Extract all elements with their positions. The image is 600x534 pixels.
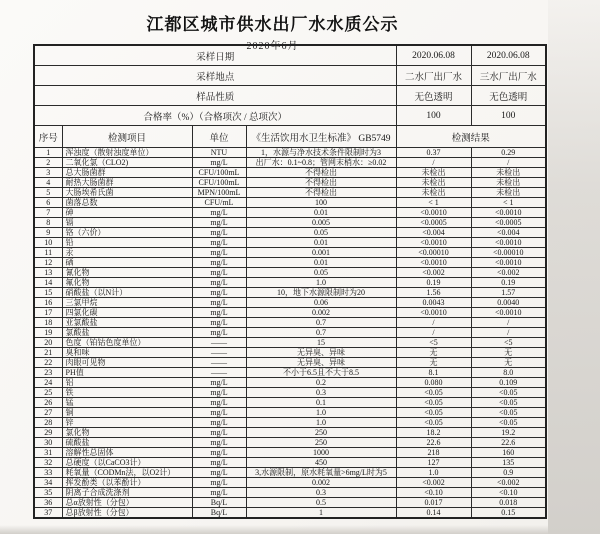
cell-standard: 15: [246, 338, 396, 348]
info-value-plant3: 2020.06.08: [471, 45, 546, 66]
table-row: [34, 148, 546, 158]
cell-result-plant2: <0.00010: [396, 248, 471, 258]
cell-unit: NTU: [192, 148, 246, 158]
cell-standard: 出厂水：0.1~0.8；管网末梢水：≥0.02: [246, 158, 396, 168]
cell-result-plant3: 8.0: [471, 368, 546, 378]
cell-result-plant3: 未检出: [471, 188, 546, 198]
cell-unit: mg/L: [192, 328, 246, 338]
cell-unit: mg/L: [192, 248, 246, 258]
cell-result-plant3: 0.0040: [471, 298, 546, 308]
cell-index: 10: [34, 238, 62, 248]
table-row: [34, 508, 546, 519]
cell-result-plant2: 0.080: [396, 378, 471, 388]
table-row: [34, 498, 546, 508]
cell-standard: 100: [246, 198, 396, 208]
table-row: [34, 388, 546, 398]
cell-item: 铝: [62, 378, 192, 388]
cell-unit: Bq/L: [192, 498, 246, 508]
table-row: [34, 418, 546, 428]
cell-item: 氟化物: [62, 278, 192, 288]
cell-standard: 0.06: [246, 298, 396, 308]
cell-item: 镉: [62, 218, 192, 228]
cell-result-plant3: <0.10: [471, 488, 546, 498]
table-row: [34, 348, 546, 358]
cell-result-plant3: <0.0005: [471, 218, 546, 228]
cell-unit: mg/L: [192, 208, 246, 218]
cell-standard: 0.01: [246, 258, 396, 268]
cell-result-plant2: /: [396, 158, 471, 168]
cell-result-plant2: <0.05: [396, 398, 471, 408]
cell-standard: 250: [246, 438, 396, 448]
cell-result-plant3: /: [471, 318, 546, 328]
cell-index: 27: [34, 408, 62, 418]
cell-item: 阴离子合成洗涤剂: [62, 488, 192, 498]
cell-unit: mg/L: [192, 268, 246, 278]
cell-result-plant3: 0.109: [471, 378, 546, 388]
cell-standard: 0.2: [246, 378, 396, 388]
cell-index: 5: [34, 188, 62, 198]
cell-item: 铜: [62, 408, 192, 418]
cell-index: 11: [34, 248, 62, 258]
cell-standard: 0.3: [246, 388, 396, 398]
cell-item: 氰化物: [62, 268, 192, 278]
cell-index: 7: [34, 208, 62, 218]
cell-index: 6: [34, 198, 62, 208]
table-row: [34, 238, 546, 248]
cell-result-plant3: <0.0010: [471, 258, 546, 268]
table-row: [34, 328, 546, 338]
cell-item: 总α放射性（分包）: [62, 498, 192, 508]
cell-unit: mg/L: [192, 228, 246, 238]
cell-item: 四氯化碳: [62, 308, 192, 318]
cell-index: 20: [34, 338, 62, 348]
cell-index: 18: [34, 318, 62, 328]
table-row: [34, 298, 546, 308]
cell-item: 氯酸盐: [62, 328, 192, 338]
cell-unit: MPN/100mL: [192, 188, 246, 198]
cell-item: 菌落总数: [62, 198, 192, 208]
cell-result-plant3: 1.57: [471, 288, 546, 298]
info-value-plant2: 二水厂出厂水: [396, 66, 471, 86]
cell-result-plant3: < 1: [471, 198, 546, 208]
cell-result-plant2: <0.0010: [396, 208, 471, 218]
cell-item: 耗氧量（CODMn法，以O2计）: [62, 468, 192, 478]
cell-item: 铬（六价）: [62, 228, 192, 238]
cell-index: 4: [34, 178, 62, 188]
cell-result-plant3: <0.0010: [471, 208, 546, 218]
cell-unit: mg/L: [192, 288, 246, 298]
cell-standard: 10，地下水源限制时为20: [246, 288, 396, 298]
scan-margin-right: [548, 0, 600, 534]
table-row: [34, 158, 546, 168]
cell-result-plant3: <0.004: [471, 228, 546, 238]
info-value-plant3: 无色透明: [471, 86, 546, 106]
cell-index: 32: [34, 458, 62, 468]
cell-item: PH值: [62, 368, 192, 378]
cell-index: 36: [34, 498, 62, 508]
cell-result-plant2: 0.017: [396, 498, 471, 508]
cell-item: 耐热大肠菌群: [62, 178, 192, 188]
cell-item: 铅: [62, 238, 192, 248]
table-row: [34, 198, 546, 208]
cell-standard: 0.05: [246, 268, 396, 278]
cell-standard: 0.002: [246, 478, 396, 488]
table-row: [34, 168, 546, 178]
cell-result-plant2: 127: [396, 458, 471, 468]
table-row: [34, 458, 546, 468]
cell-result-plant3: <0.002: [471, 478, 546, 488]
info-value-plant3: 100: [471, 106, 546, 126]
cell-item: 亚氯酸盐: [62, 318, 192, 328]
col-header-unit: 单位: [192, 126, 246, 148]
table-row: [34, 378, 546, 388]
cell-result-plant2: <5: [396, 338, 471, 348]
table-row: [34, 448, 546, 458]
cell-unit: mg/L: [192, 218, 246, 228]
cell-standard: 无异臭、异味: [246, 348, 396, 358]
cell-result-plant3: 无: [471, 358, 546, 368]
cell-result-plant3: 160: [471, 448, 546, 458]
cell-unit: mg/L: [192, 398, 246, 408]
cell-index: 25: [34, 388, 62, 398]
cell-index: 9: [34, 228, 62, 238]
cell-standard: 1.0: [246, 408, 396, 418]
cell-result-plant2: 0.37: [396, 148, 471, 158]
cell-unit: mg/L: [192, 478, 246, 488]
cell-index: 30: [34, 438, 62, 448]
info-label: 合格率（%）（合格项次 / 总项次）: [34, 106, 396, 126]
cell-index: 15: [34, 288, 62, 298]
cell-result-plant2: <0.0005: [396, 218, 471, 228]
col-header-standard: 《生活饮用水卫生标准》 GB5749: [246, 126, 396, 148]
cell-result-plant3: 22.6: [471, 438, 546, 448]
table-row: [34, 398, 546, 408]
cell-result-plant2: 18.2: [396, 428, 471, 438]
cell-item: 浑浊度（散射浊度单位）: [62, 148, 192, 158]
cell-index: 34: [34, 478, 62, 488]
cell-index: 19: [34, 328, 62, 338]
cell-item: 总硬度（以CaCO3计）: [62, 458, 192, 468]
cell-index: 23: [34, 368, 62, 378]
info-label: 样品性质: [34, 86, 396, 106]
cell-item: 总大肠菌群: [62, 168, 192, 178]
cell-result-plant2: <0.002: [396, 478, 471, 488]
cell-result-plant3: 0.018: [471, 498, 546, 508]
cell-result-plant2: 0.14: [396, 508, 471, 519]
cell-standard: 0.005: [246, 218, 396, 228]
cell-result-plant3: 19.2: [471, 428, 546, 438]
table-row: [34, 438, 546, 448]
cell-result-plant2: 0.0043: [396, 298, 471, 308]
cell-standard: 0.7: [246, 328, 396, 338]
cell-item: 色度（铂钴色度单位）: [62, 338, 192, 348]
cell-index: 8: [34, 218, 62, 228]
cell-index: 28: [34, 418, 62, 428]
cell-item: 臭和味: [62, 348, 192, 358]
cell-standard: 0.5: [246, 498, 396, 508]
cell-item: 砷: [62, 208, 192, 218]
cell-item: 肉眼可见物: [62, 358, 192, 368]
cell-result-plant3: <5: [471, 338, 546, 348]
cell-result-plant2: 8.1: [396, 368, 471, 378]
info-label: 采样日期: [34, 45, 396, 66]
cell-item: 总β放射性（分包）: [62, 508, 192, 519]
col-header-item: 检测项目: [62, 126, 192, 148]
cell-result-plant3: 0.29: [471, 148, 546, 158]
cell-result-plant3: <0.05: [471, 408, 546, 418]
cell-result-plant3: <0.05: [471, 388, 546, 398]
cell-standard: 1，水源与净水技术条件限制时为3: [246, 148, 396, 158]
cell-item: 氯化物: [62, 428, 192, 438]
table-row: [34, 178, 546, 188]
cell-unit: mg/L: [192, 458, 246, 468]
cell-result-plant2: <0.004: [396, 228, 471, 238]
cell-item: 二氧化氯（CLO2): [62, 158, 192, 168]
table-row: [34, 478, 546, 488]
cell-result-plant2: 0.19: [396, 278, 471, 288]
page-title: 江都区城市供水出厂水水质公示: [146, 15, 399, 34]
cell-unit: ——: [192, 348, 246, 358]
cell-result-plant2: 未检出: [396, 168, 471, 178]
cell-unit: ——: [192, 338, 246, 348]
cell-unit: CFU/100mL: [192, 168, 246, 178]
cell-result-plant3: 0.19: [471, 278, 546, 288]
cell-item: 挥发酚类（以苯酚计）: [62, 478, 192, 488]
cell-index: 35: [34, 488, 62, 498]
cell-result-plant2: 无: [396, 358, 471, 368]
table-row: [34, 428, 546, 438]
info-row: [34, 45, 546, 66]
cell-unit: mg/L: [192, 298, 246, 308]
table-row: [34, 358, 546, 368]
cell-item: 锌: [62, 418, 192, 428]
cell-index: 3: [34, 168, 62, 178]
cell-result-plant2: 22.6: [396, 438, 471, 448]
cell-index: 17: [34, 308, 62, 318]
cell-result-plant2: /: [396, 328, 471, 338]
cell-result-plant2: 未检出: [396, 188, 471, 198]
water-quality-table: [33, 44, 547, 519]
cell-standard: 450: [246, 458, 396, 468]
cell-result-plant2: <0.05: [396, 418, 471, 428]
cell-result-plant2: <0.002: [396, 268, 471, 278]
cell-result-plant3: 未检出: [471, 168, 546, 178]
table-row: [34, 188, 546, 198]
cell-unit: mg/L: [192, 428, 246, 438]
cell-index: 1: [34, 148, 62, 158]
cell-unit: mg/L: [192, 258, 246, 268]
column-header-section: [34, 126, 546, 148]
measurement-rows-section: [34, 148, 546, 519]
cell-standard: 1.0: [246, 418, 396, 428]
cell-result-plant3: 0.9: [471, 468, 546, 478]
cell-item: 铁: [62, 388, 192, 398]
cell-result-plant2: <0.0010: [396, 308, 471, 318]
page-subtitle: 2020年6月: [246, 41, 299, 52]
cell-standard: 0.3: [246, 488, 396, 498]
cell-index: 31: [34, 448, 62, 458]
table-row: [34, 368, 546, 378]
cell-standard: 0.7: [246, 318, 396, 328]
cell-item: 三氯甲烷: [62, 298, 192, 308]
cell-unit: mg/L: [192, 448, 246, 458]
table-row: [34, 248, 546, 258]
info-value-plant3: 三水厂出厂水: [471, 66, 546, 86]
cell-result-plant3: 135: [471, 458, 546, 468]
cell-result-plant2: < 1: [396, 198, 471, 208]
cell-unit: CFU/100mL: [192, 178, 246, 188]
table-row: [34, 318, 546, 328]
info-value-plant2: 100: [396, 106, 471, 126]
cell-result-plant3: 无: [471, 348, 546, 358]
cell-standard: 3,水源限制，原水耗氧量>6mg/L时为5: [246, 468, 396, 478]
cell-index: 14: [34, 278, 62, 288]
cell-result-plant2: 1.56: [396, 288, 471, 298]
cell-result-plant3: /: [471, 328, 546, 338]
cell-result-plant3: <0.0010: [471, 238, 546, 248]
cell-index: 26: [34, 398, 62, 408]
cell-standard: 不得检出: [246, 188, 396, 198]
info-row: [34, 106, 546, 126]
cell-standard: 250: [246, 428, 396, 438]
cell-result-plant3: 0.15: [471, 508, 546, 519]
cell-standard: 不得检出: [246, 168, 396, 178]
info-value-plant2: 无色透明: [396, 86, 471, 106]
table-row: [34, 288, 546, 298]
cell-item: 溶解性总固体: [62, 448, 192, 458]
table-row: [34, 408, 546, 418]
cell-standard: 0.01: [246, 238, 396, 248]
cell-item: 硝酸盐（以N计）: [62, 288, 192, 298]
cell-result-plant2: 无: [396, 348, 471, 358]
cell-standard: 不小于6.5且不大于8.5: [246, 368, 396, 378]
cell-item: 硫酸盐: [62, 438, 192, 448]
scan-margin-bottom: [0, 525, 600, 534]
info-row: [34, 86, 546, 106]
cell-result-plant3: <0.0010: [471, 308, 546, 318]
cell-unit: mg/L: [192, 378, 246, 388]
cell-unit: mg/L: [192, 158, 246, 168]
cell-item: 锰: [62, 398, 192, 408]
cell-index: 16: [34, 298, 62, 308]
info-row: [34, 66, 546, 86]
cell-unit: mg/L: [192, 488, 246, 498]
cell-index: 37: [34, 508, 62, 519]
cell-result-plant2: 未检出: [396, 178, 471, 188]
cell-standard: 0.002: [246, 308, 396, 318]
cell-standard: 0.1: [246, 398, 396, 408]
cell-unit: CFU/mL: [192, 198, 246, 208]
cell-index: 21: [34, 348, 62, 358]
cell-item: 大肠埃希氏菌: [62, 188, 192, 198]
cell-index: 22: [34, 358, 62, 368]
cell-result-plant2: <0.05: [396, 408, 471, 418]
cell-result-plant2: <0.10: [396, 488, 471, 498]
cell-unit: mg/L: [192, 308, 246, 318]
cell-standard: 1000: [246, 448, 396, 458]
cell-result-plant3: /: [471, 158, 546, 168]
cell-result-plant2: <0.05: [396, 388, 471, 398]
cell-standard: 不得检出: [246, 178, 396, 188]
column-header-row: [34, 126, 546, 148]
col-header-result: 检测结果: [396, 126, 546, 148]
cell-index: 24: [34, 378, 62, 388]
sample-info-section: [34, 45, 546, 126]
table-row: [34, 258, 546, 268]
cell-result-plant3: <0.05: [471, 398, 546, 408]
cell-index: 33: [34, 468, 62, 478]
cell-index: 2: [34, 158, 62, 168]
table-row: [34, 338, 546, 348]
table-row: [34, 268, 546, 278]
cell-unit: mg/L: [192, 438, 246, 448]
cell-unit: mg/L: [192, 418, 246, 428]
cell-result-plant2: 1.0: [396, 468, 471, 478]
cell-result-plant3: <0.05: [471, 418, 546, 428]
cell-index: 13: [34, 268, 62, 278]
cell-result-plant3: 未检出: [471, 178, 546, 188]
cell-item: 硒: [62, 258, 192, 268]
cell-standard: 无异臭、异味: [246, 358, 396, 368]
table-row: [34, 228, 546, 238]
table-row: [34, 468, 546, 478]
table-row: [34, 278, 546, 288]
cell-unit: ——: [192, 368, 246, 378]
cell-standard: 0.001: [246, 248, 396, 258]
cell-result-plant3: <0.002: [471, 268, 546, 278]
table-row: [34, 488, 546, 498]
cell-index: 29: [34, 428, 62, 438]
cell-result-plant2: 218: [396, 448, 471, 458]
table-row: [34, 208, 546, 218]
table-row: [34, 308, 546, 318]
cell-unit: Bq/L: [192, 508, 246, 519]
cell-item: 汞: [62, 248, 192, 258]
cell-unit: mg/L: [192, 278, 246, 288]
cell-unit: mg/L: [192, 468, 246, 478]
cell-result-plant2: <0.0010: [396, 258, 471, 268]
cell-standard: 1: [246, 508, 396, 519]
cell-result-plant3: <0.00010: [471, 248, 546, 258]
cell-standard: 0.05: [246, 228, 396, 238]
cell-standard: 0.01: [246, 208, 396, 218]
cell-unit: mg/L: [192, 388, 246, 398]
col-header-index: 序号: [34, 126, 62, 148]
cell-index: 12: [34, 258, 62, 268]
cell-result-plant2: /: [396, 318, 471, 328]
cell-unit: mg/L: [192, 318, 246, 328]
table-row: [34, 218, 546, 228]
cell-unit: mg/L: [192, 408, 246, 418]
cell-standard: 1.0: [246, 278, 396, 288]
cell-result-plant2: <0.0010: [396, 238, 471, 248]
info-label: 采样地点: [34, 66, 396, 86]
cell-unit: mg/L: [192, 238, 246, 248]
info-value-plant2: 2020.06.08: [396, 45, 471, 66]
cell-unit: ——: [192, 358, 246, 368]
